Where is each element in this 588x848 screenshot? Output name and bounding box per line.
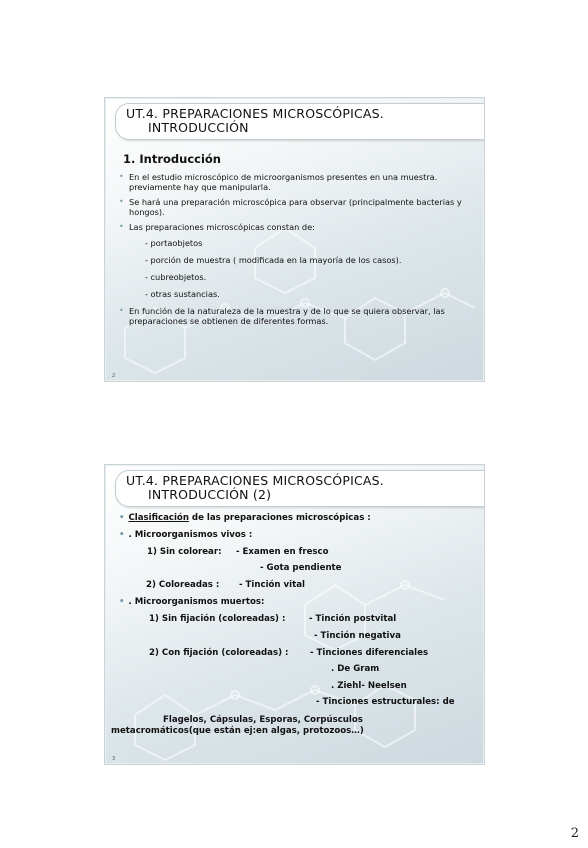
bullet-icon: • [119, 222, 124, 231]
bullet-item: • En función de la naturaleza de la muestra y de lo que se quiera observar, las preparaciones se obtienen de diferentes formas. [119, 306, 445, 326]
slide-2 [104, 464, 485, 765]
title-line-2: INTRODUCCIÓN [148, 120, 249, 135]
slide-content [117, 152, 476, 331]
slide-number: 2 [112, 373, 116, 379]
coloreadas-label: 2) Coloreadas : [146, 580, 220, 590]
slide-number: 3 [112, 756, 116, 762]
tinciones-diferenciales-item: - Tinciones diferenciales [310, 648, 429, 658]
ziehl-item: . Ziehl- Neelsen [331, 681, 407, 691]
muertos-line: • . Microorganismos muertos: [119, 597, 265, 607]
sin-colorear-label: 1) Sin colorear: [147, 547, 222, 557]
bullet-icon: • [119, 597, 125, 607]
de-gram-item: . De Gram [331, 664, 380, 674]
gota-pendiente-item: - Gota pendiente [260, 563, 342, 573]
classification-line: • Clasificación de las preparaciones microscópicas : [119, 513, 371, 523]
title-line-1: UT.4. PREPARACIONES MICROSCÓPICAS. [126, 473, 384, 488]
bullet-icon: • [119, 197, 124, 206]
bullet-icon: • [119, 306, 124, 315]
slide-title [115, 103, 484, 140]
sub-item: - cubreobjetos. [145, 272, 207, 282]
vivos-line: • . Microorganismos vivos : [119, 530, 253, 540]
bullet-icon: • [119, 530, 125, 540]
examen-fresco-item: - Examen en fresco [236, 547, 329, 557]
title-line-1: UT.4. PREPARACIONES MICROSCÓPICAS. [126, 106, 384, 121]
page-number: 2 [570, 826, 579, 841]
tincion-negativa-item: - Tinción negativa [314, 631, 401, 641]
tincion-vital-item: - Tinción vital [239, 580, 305, 590]
bullet-item: • Las preparaciones microscópicas constan de: [119, 222, 315, 232]
title-line-2: INTRODUCCIÓN (2) [148, 487, 272, 502]
con-fijacion-label: 2) Con fijación (coloreadas) : [149, 648, 289, 658]
sin-fijacion-label: 1) Sin fijación (coloreadas) : [149, 614, 286, 624]
bullet-icon: • [119, 513, 125, 523]
sub-item: - porción de muestra ( modificada en la mayoría de los casos). [145, 255, 402, 265]
sub-item: - otras sustancias. [145, 289, 220, 299]
flagelos-line: Flagelos, Cápsulas, Esporas, Corpúsculos [163, 715, 363, 725]
bullet-icon: • [119, 172, 124, 181]
section-heading: 1. Introducción [123, 152, 221, 166]
slide-1 [104, 97, 485, 382]
slide-title [115, 470, 484, 507]
metacromaticos-line: metacromáticos(que están ej:en algas, protozoos…) [111, 726, 364, 736]
tincion-postvital-item: - Tinción postvital [309, 614, 397, 624]
bullet-item: • En el estudio microscópico de microorganismos presentes en una muestra. previamente hay que manipularla. [119, 172, 438, 192]
sub-item: - portaobjetos [145, 238, 203, 248]
bullet-item: • Se hará una preparación microscópica para observar (principalmente bacterias y hongos). [119, 197, 462, 217]
tinciones-estructurales-item: - Tinciones estructurales: de [316, 697, 455, 707]
